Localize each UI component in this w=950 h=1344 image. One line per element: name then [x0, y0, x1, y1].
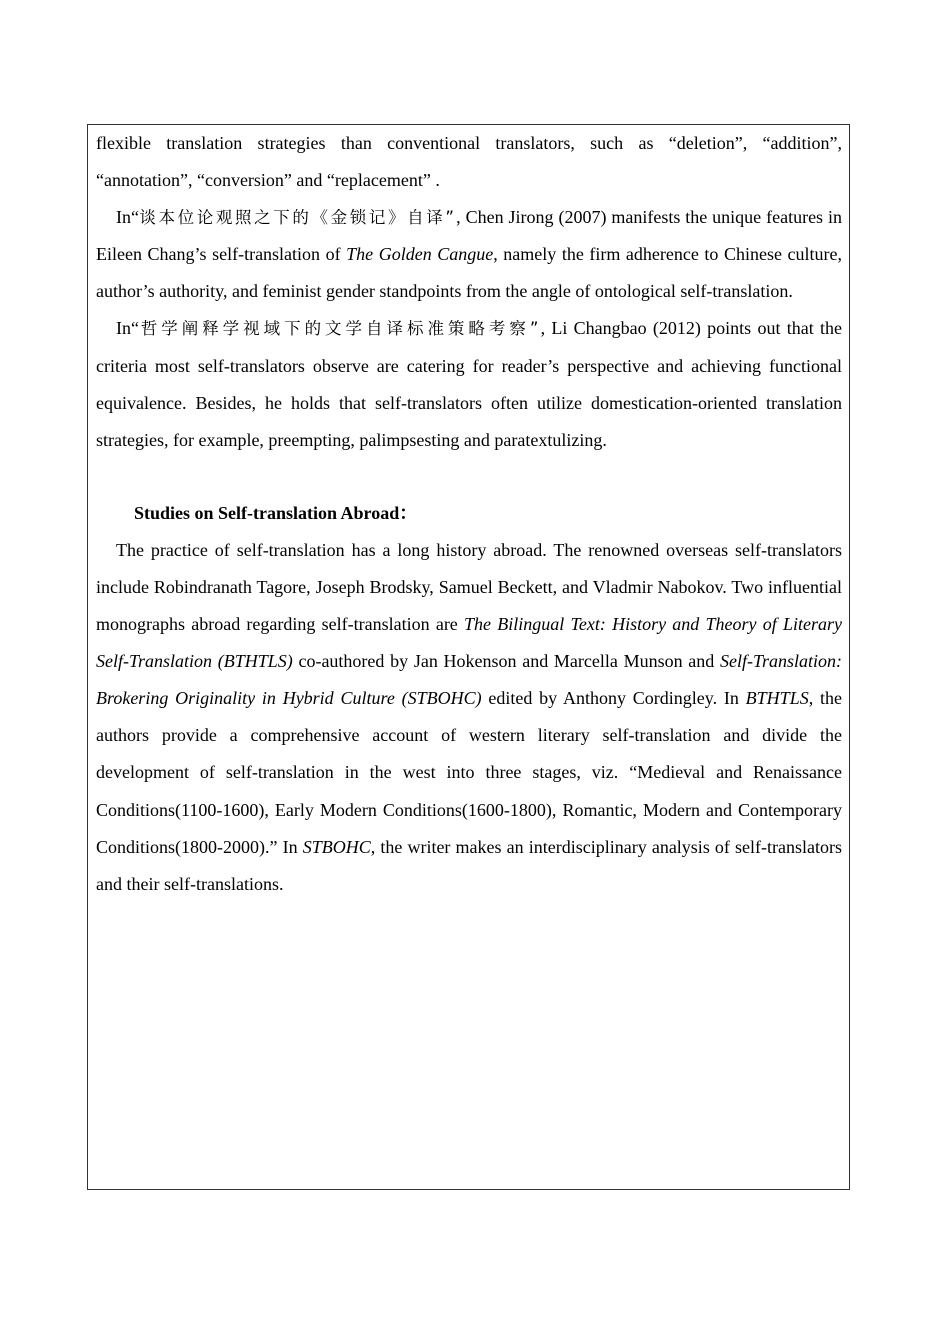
paragraph-abroad: The practice of self-translation has a long history abroad. The renowned overseas self-translators include Robindranath Tagore, Joseph Brodsky, Samuel Beckett, and Vladmir Nabokov. Two influential monographs abroad regarding self-translation are The Bilingual Text: History and Theory of Literary Self-Translation (BTHTLS) co-authored by Jan Hokenson and Marcella Munson and Self-Translation: Brokering Originality in Hybrid Culture (STBOHC) edited by Anthony Cordingley. In BTHTLS, the authors provide a comprehensive account of western literary self-translation and divide the development of self-translation in the west into three stages, viz. “Medieval and Renaissance Conditions(1100-1600), Early Modern Conditions(1600-1800), Romantic, Modern and Contemporary Conditions(1800-2000).” In STBOHC, the writer makes an interdisciplinary analysis of self-translators and their self-translations.	[96, 539, 843, 894]
section-heading: Studies on Self-translation Abroad：	[134, 502, 418, 523]
chinese-title: 哲学阐释学视域下的文学自译标准策略考察”	[138, 319, 541, 339]
blank-line	[96, 459, 842, 495]
chinese-title: 谈本位论观照之下的《金锁记》自译”	[138, 208, 457, 228]
document-body	[96, 125, 842, 903]
paragraph-strategies: flexible translation strategies than conventional translators, such as “deletion”, “addition”, “annotation”, “conversion” and “replacement” .	[96, 133, 842, 191]
book-abbreviation: STBOHC	[302, 836, 371, 857]
paragraph-li-changbao: In“哲学阐释学视域下的文学自译标准策略考察”, Li Changbao (2012) points out that the criteria most self-translators observe are catering for reader’s perspective and achieving functional equivalence. Besides, he holds that self-translators often utilize domestication-oriented translation strategies, for example, preempting, palimpsesting and paratextulizing.	[96, 318, 842, 450]
book-title: The Bilingual Text: History and Theory of Literary Self-Translation (BTHTLS)	[96, 614, 843, 672]
book-abbreviation: BTHTLS	[745, 688, 809, 709]
document-frame	[87, 124, 850, 1190]
book-title: Self-Translation: Brokering Originality in Hybrid Culture (STBOHC)	[96, 651, 843, 709]
paragraph-chen-jirong: In“谈本位论观照之下的《金锁记》自译”, Chen Jirong (2007) manifests the unique features in Eileen Chang’s self-translation of The Golden Cangue, namely the firm adherence to Chinese culture, author’s authority, and feminist gender standpoints from the angle of ontological self-translation.	[96, 207, 842, 302]
book-title: The Golden Cangue	[346, 244, 494, 265]
